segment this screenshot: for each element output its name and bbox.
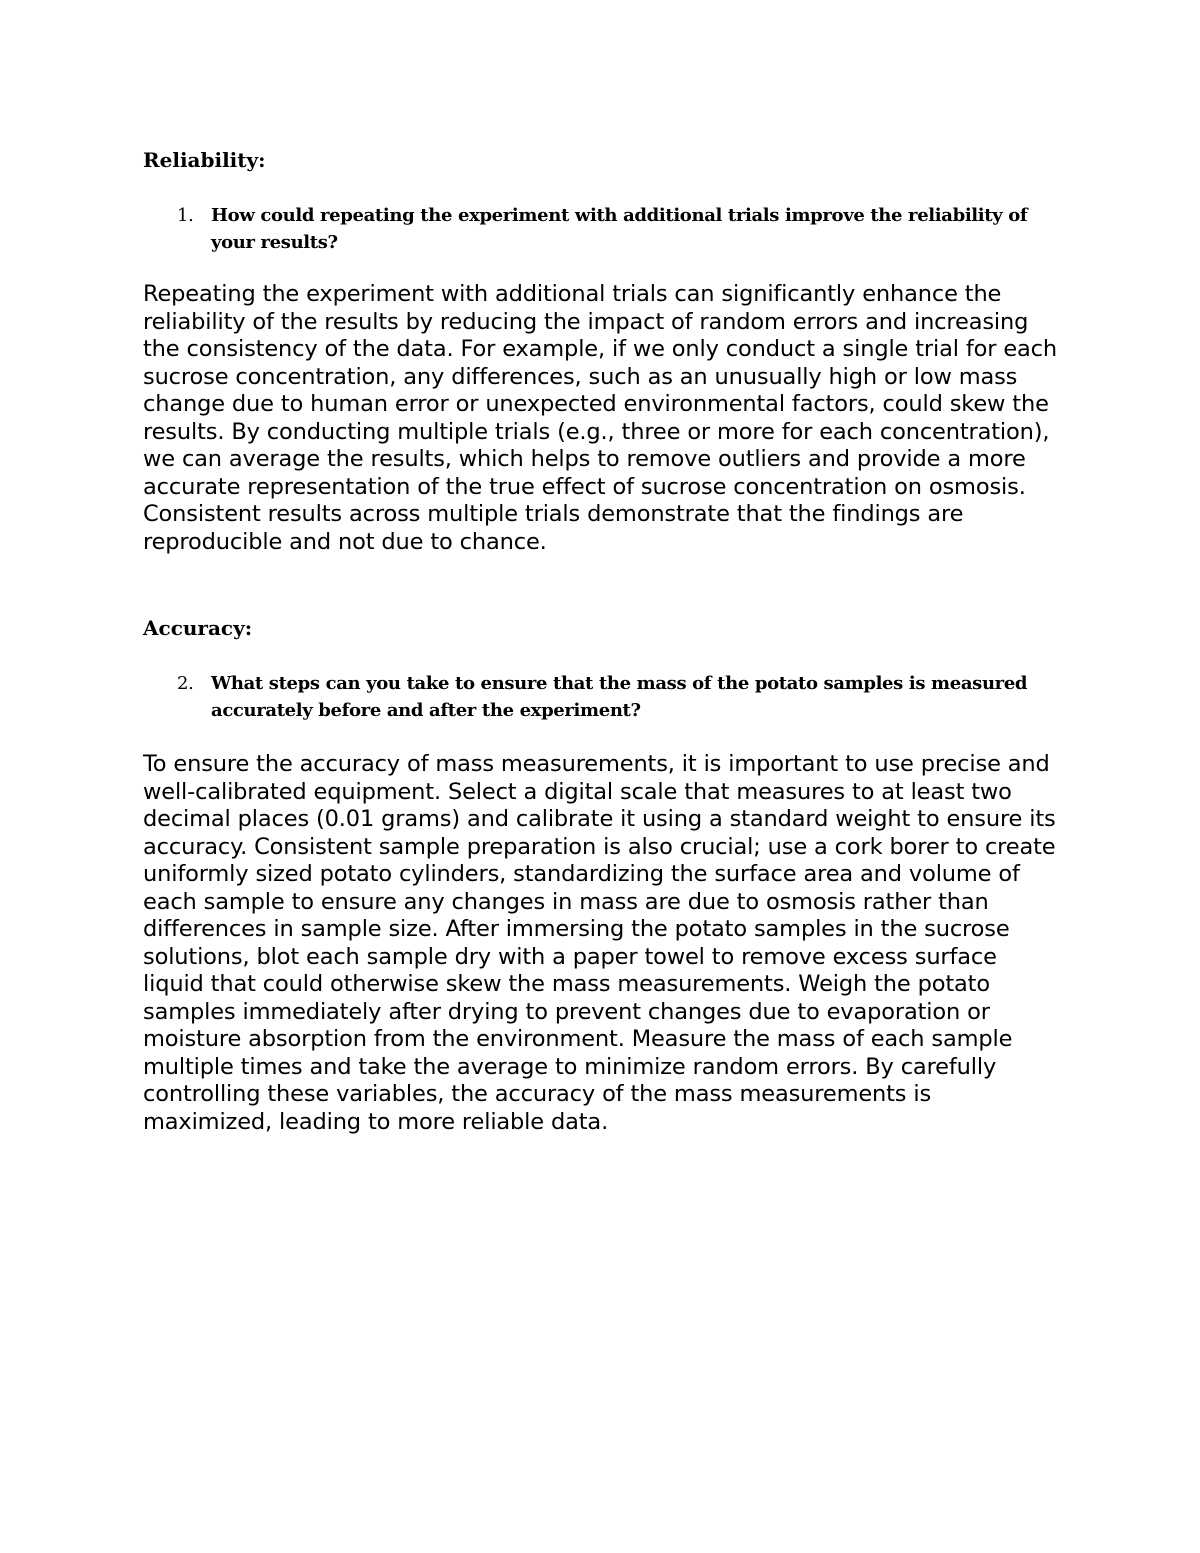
section-heading-reliability: Reliability: (143, 148, 266, 172)
answer-paragraph: Repeating the experiment with additional trials can significantly enhance the reliability of the results by reducing the impact of random errors and increasing the consistency of the data. For example, if we only conduct a single trial for each sucrose concentration, any differences, such as an unusually high or low mass change due to human error or unexpected environmental factors, could skew the results. By conducting multiple trials (e.g., three or more for each concentration), we can average the results, which helps to remove outliers and provide a more accurate representation of the true effect of sucrose concentration on osmosis. Consistent results across multiple trials demonstrate that the findings are reproducible and not due to chance. (143, 281, 1058, 555)
question-number: 1. (177, 205, 194, 226)
question-item (143, 202, 1063, 256)
answer-paragraph: To ensure the accuracy of mass measurements, it is important to use precise and well-calibrated equipment. Select a digital scale that measures to at least two decimal places (0.01 grams) and calibrate it using a standard weight to ensure its accuracy. Consistent sample preparation is also crucial; use a cork borer to create uniformly sized potato cylinders, standardizing the surface area and volume of each sample to ensure any changes in mass are due to osmosis rather than differences in sample size. After immersing the potato samples in the sucrose solutions, blot each sample dry with a paper towel to remove excess surface liquid that could otherwise skew the mass measurements. Weigh the potato samples immediately after drying to prevent changes due to evaporation or moisture absorption from the environment. Measure the mass of each sample multiple times and take the average to minimize random errors. By carefully controlling these variables, the accuracy of the mass measurements is maximized, leading to more reliable data. (143, 751, 1056, 1135)
question-item (143, 670, 1063, 724)
section-heading-accuracy: Accuracy: (143, 616, 253, 640)
question-number: 2. (177, 673, 194, 694)
question-text: How could repeating the experiment with additional trials improve the reliability of your results? (211, 205, 1028, 253)
question-text: What steps can you take to ensure that the mass of the potato samples is measured accurately before and after the experiment? (211, 673, 1028, 721)
